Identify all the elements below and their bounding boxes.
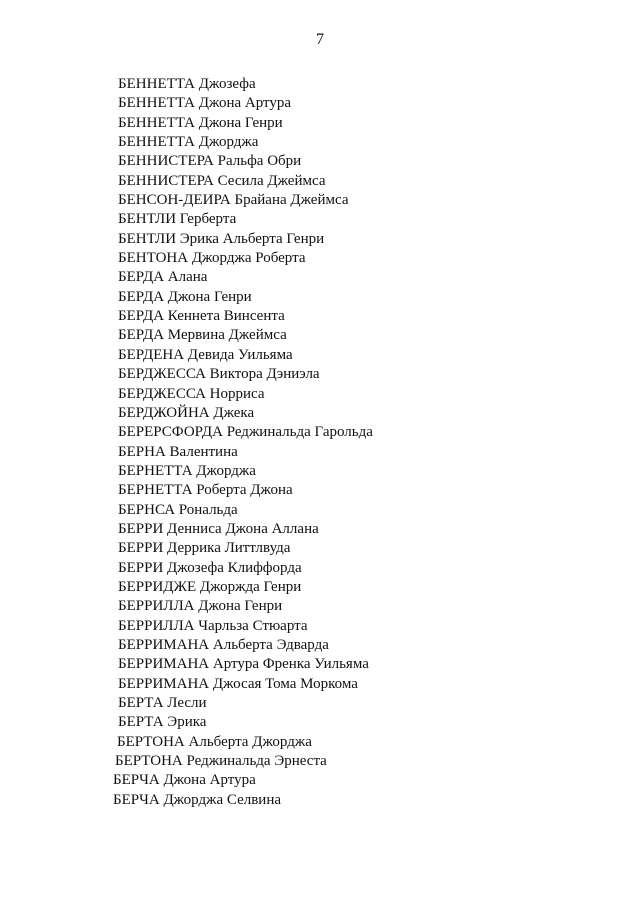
- list-item: БЕРТОНА Альберта Джорджа: [117, 733, 312, 750]
- list-item: БЕРЧА Джона Артура: [113, 772, 256, 789]
- list-item: БЕННЕТТА Джозефа: [118, 76, 256, 92]
- list-item: БЕРДЕНА Девида Уильяма: [118, 346, 293, 363]
- list-item: БЕРТА Лесли: [118, 695, 207, 711]
- list-item: БЕРЕРСФОРДА Реджинальда Гарольда: [118, 424, 373, 441]
- list-item: БЕРДА Джона Генри: [118, 288, 252, 305]
- list-item: БЕННЕТТА Джорджа: [118, 134, 259, 151]
- list-item: БЕРРИ Денниса Джона Аллана: [118, 520, 319, 537]
- list-item: БЕРРИЛЛА Чарльза Стюарта: [118, 617, 308, 634]
- list-item: БЕРРИ Деррика Литтлвуда: [118, 540, 291, 557]
- list-item: БЕРДЖЕССА Виктора Дэниэла: [118, 366, 320, 383]
- list-item: БЕРНЕТТА Джорджа: [118, 462, 256, 479]
- list-item: БЕНТОНА Джорджа Роберта: [118, 250, 306, 267]
- list-item: БЕРДЖОЙНА Джека: [118, 404, 255, 421]
- list-item: БЕРРИМАНА Джосая Тома Моркома: [118, 675, 358, 692]
- list-item: БЕРНЕТТА Роберта Джона: [118, 482, 293, 499]
- list-item: БЕННИСТЕРА Сесила Джеймса: [118, 172, 326, 189]
- list-item: БЕРТОНА Реджинальда Эрнеста: [115, 753, 327, 770]
- list-item: БЕНТЛИ Герберта: [118, 211, 237, 228]
- list-item: БЕРДА Мервина Джеймса: [118, 327, 287, 344]
- list-item: БЕРРИДЖЕ Джоржда Генри: [118, 578, 302, 595]
- list-item: БЕННЕТТА Джона Генри: [118, 114, 283, 131]
- name-list: [113, 75, 373, 810]
- list-item: БЕННИСТЕРА Ральфа Обри: [118, 153, 302, 170]
- list-item: БЕРРИ Джозефа Клиффорда: [118, 559, 302, 576]
- list-item: БЕРТА Эрика: [118, 714, 207, 731]
- list-item: БЕРДЖЕССА Норриса: [118, 385, 265, 402]
- list-item: БЕРНА Валентина: [118, 443, 238, 460]
- page-number: 7: [316, 31, 324, 48]
- list-item: БЕРРИМАНА Артура Френка Уильяма: [118, 656, 369, 673]
- list-item: БЕННЕТТА Джона Артура: [118, 95, 292, 112]
- list-item: БЕРРИЛЛА Джона Генри: [118, 598, 283, 615]
- list-item: БЕРДА Алана: [118, 269, 208, 286]
- list-item: БЕРЧА Джорджа Селвина: [113, 791, 282, 808]
- list-item: БЕРРИМАНА Альберта Эдварда: [118, 636, 329, 653]
- list-item: БЕРНСА Рональда: [118, 501, 238, 518]
- list-item: БЕНСОН-ДЕИРА Брайана Джеймса: [118, 192, 349, 209]
- list-item: БЕНТЛИ Эрика Альберта Генри: [118, 230, 325, 247]
- list-item: БЕРДА Кеннета Винсента: [118, 308, 285, 325]
